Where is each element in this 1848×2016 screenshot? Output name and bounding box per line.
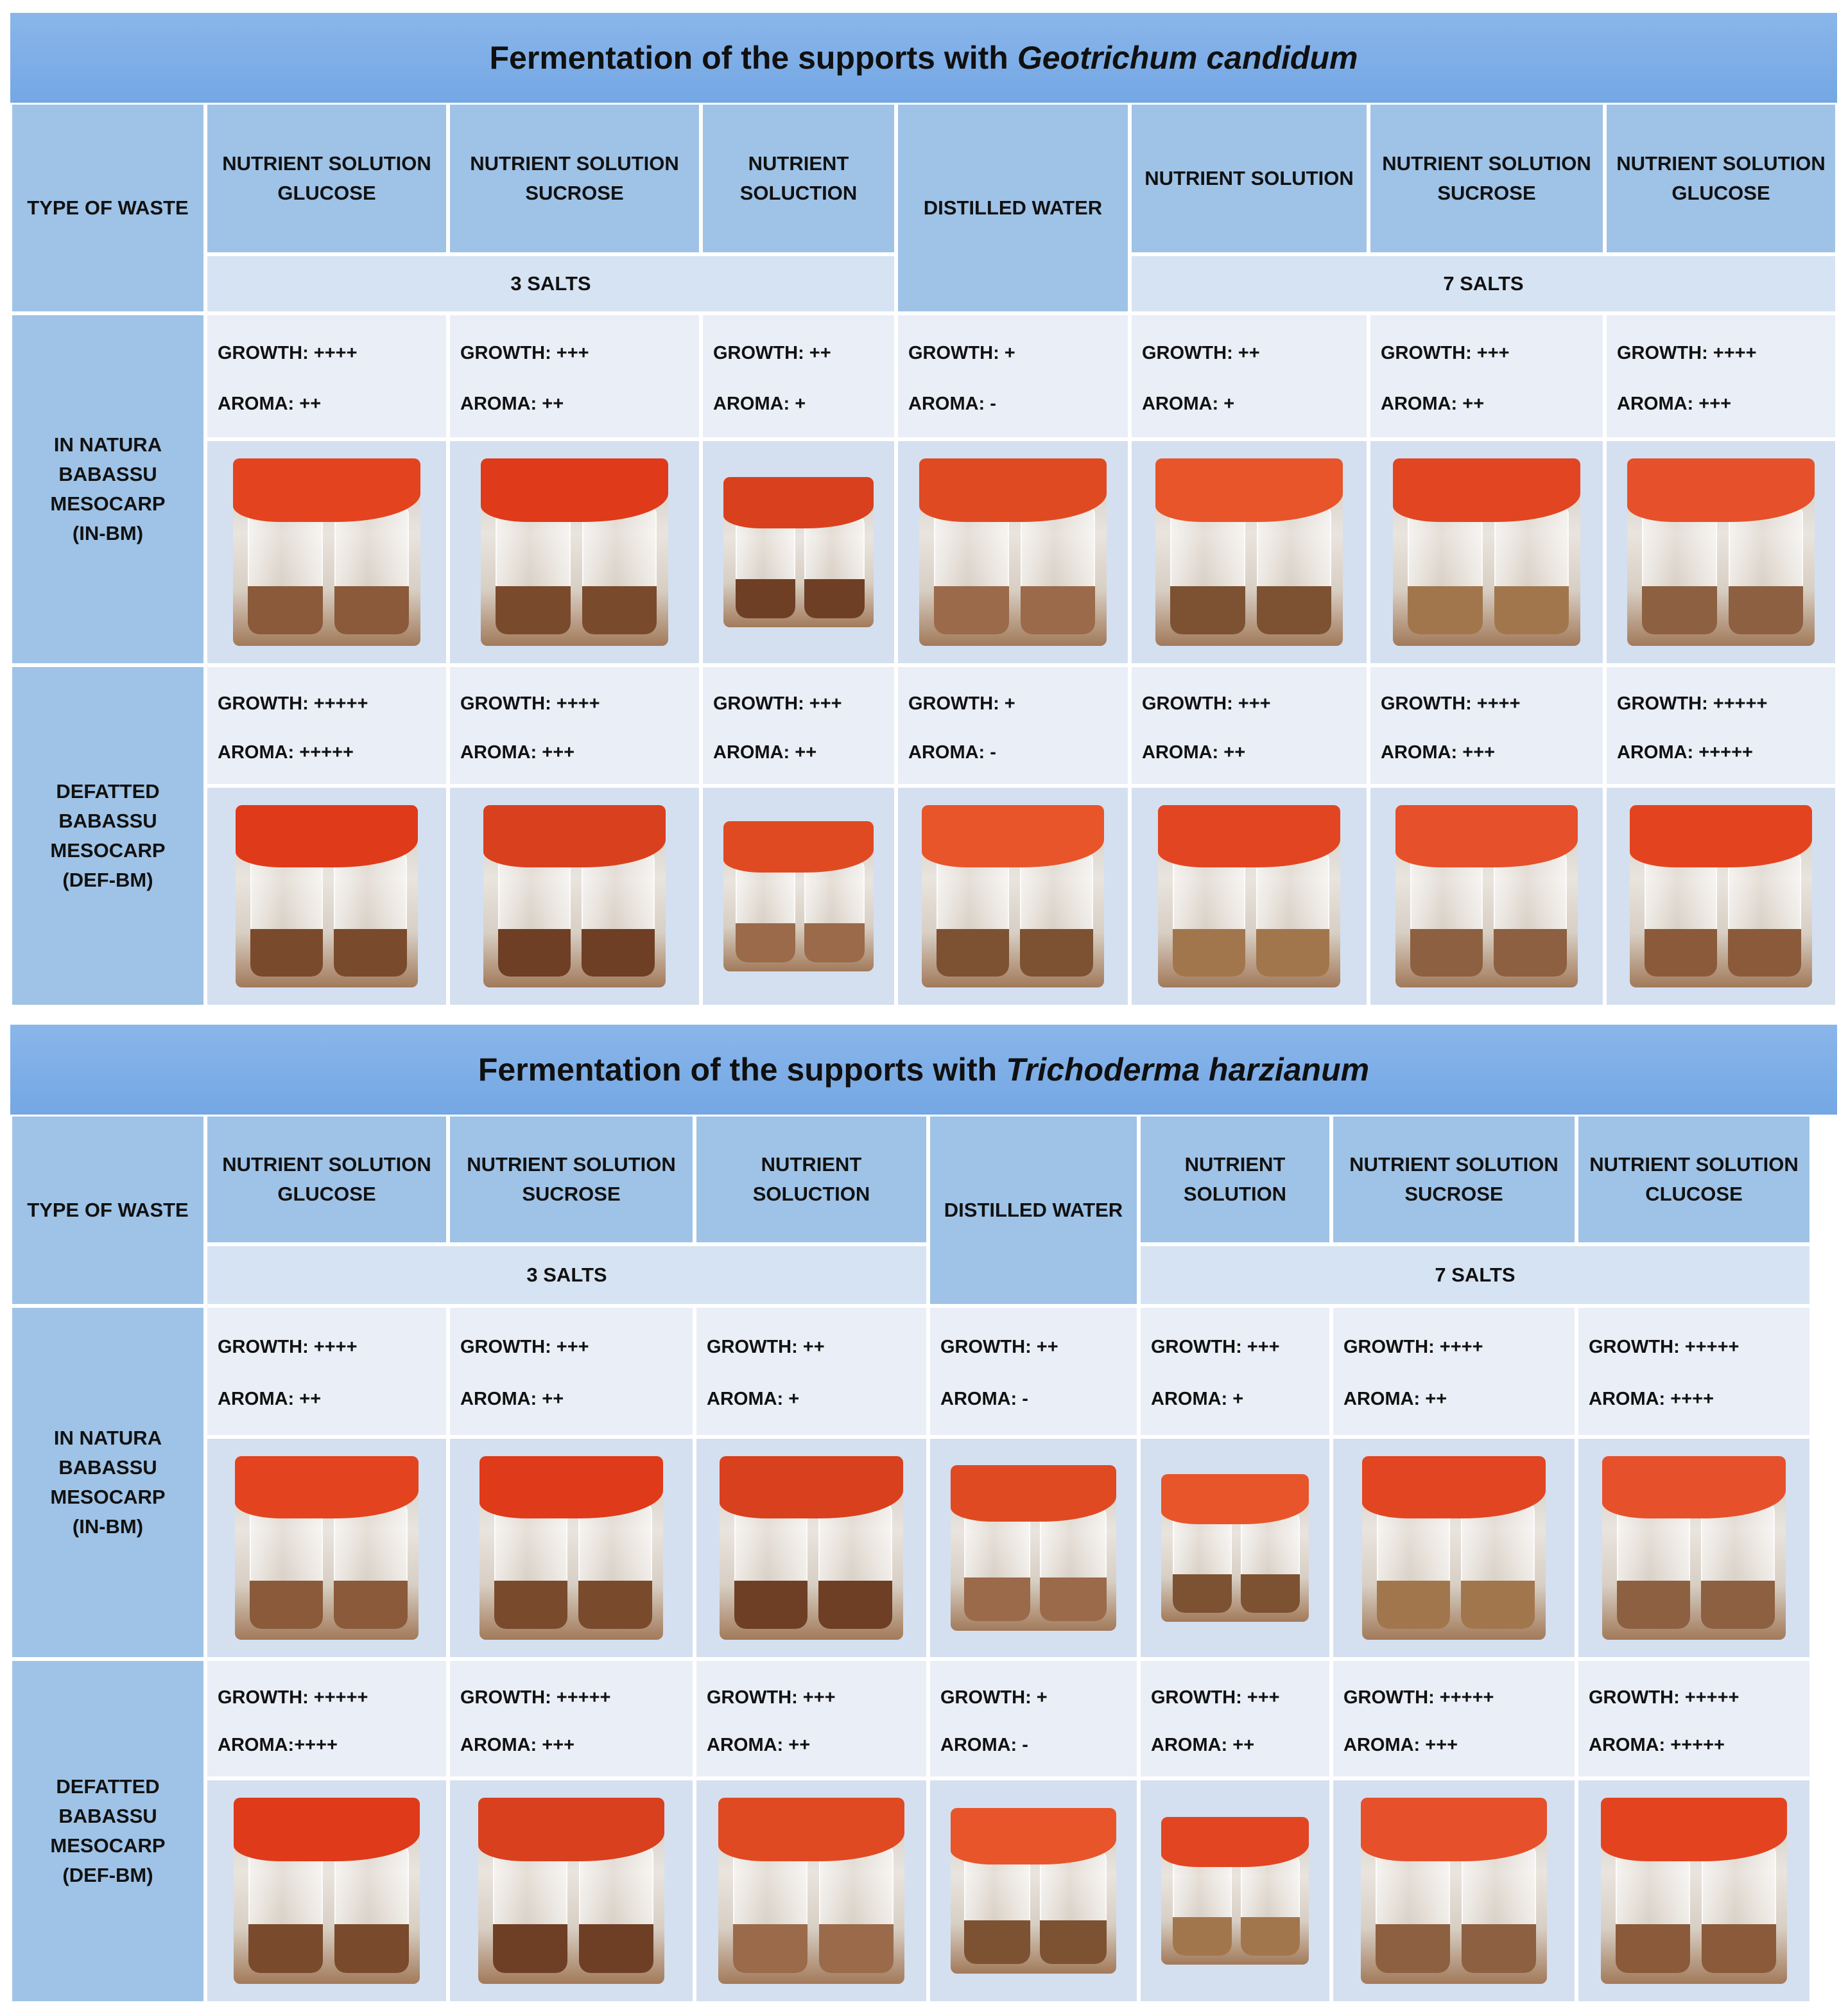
result-cell [205,313,448,439]
test-tubes-photo [236,805,418,987]
result-cell [1369,665,1605,786]
test-tubes-photo [233,458,420,646]
column-header [1331,1115,1576,1244]
sample-photo-cell [1331,1778,1576,2003]
growth-value: GROWTH: +++++ [218,1687,368,1708]
column-header-label: NUTRIENT SOLUTION [1144,167,1354,189]
growth-value: GROWTH: ++++ [460,693,600,715]
group-label: 3 SALTS [510,272,591,295]
test-tubes-photo [1602,1456,1786,1640]
sample-photo-cell [1576,1437,1811,1659]
group-3-salts [205,1244,928,1306]
result-cell [701,313,896,439]
aroma-value: AROMA: + [1151,1389,1244,1410]
column-header-label: NUTRIENT SOLUTION CLUCOSE [1589,1153,1799,1205]
aroma-value: AROMA: +++ [460,742,575,763]
growth-value: GROWTH: + [908,343,1015,364]
aroma-value: AROMA: - [908,742,996,763]
test-tubes-photo [1601,1798,1787,1984]
panel-geotrichum [10,13,1837,1022]
growth-value: GROWTH: ++ [940,1336,1058,1357]
growth-value: GROWTH: +++++ [1343,1687,1494,1708]
aroma-value: AROMA: ++ [218,393,322,414]
aroma-value: AROMA: ++ [713,742,817,763]
test-tubes-photo [235,1456,419,1640]
growth-value: GROWTH: ++++ [1343,1336,1483,1357]
result-cell [928,1306,1139,1437]
growth-value: GROWTH: +++++ [1589,1687,1740,1708]
row-label-in-natura [10,313,205,665]
column-header [448,103,701,254]
test-tubes-photo [481,458,668,646]
growth-value: GROWTH: +++ [713,693,842,715]
sample-photo-cell [1605,786,1837,1007]
sample-photo-cell [448,786,701,1007]
column-header-label: NUTRIENT SOLUTION SUCROSE [1382,152,1591,204]
sample-photo-cell [1369,439,1605,665]
aroma-value: AROMA: ++ [707,1735,811,1756]
title-prefix: Fermentation of the supports with [489,40,1008,76]
test-tubes-photo [1362,1456,1546,1640]
column-header-distilled-water [896,103,1130,313]
group-label: 3 SALTS [526,1264,607,1286]
sample-photo-cell [448,439,701,665]
aroma-value: AROMA: +++ [1617,393,1732,414]
result-cell [1369,313,1605,439]
row-label-defatted [10,1659,205,2003]
test-tubes-photo [479,1456,663,1640]
row-label-text: DEFATTED BABASSU MESOCARP (DEF-BM) [50,1775,166,1886]
growth-value: GROWTH: + [940,1687,1048,1708]
result-cell [205,1306,448,1437]
group-7-salts [1139,1244,1811,1306]
aroma-value: AROMA: - [908,393,996,414]
column-header-label: DISTILLED WATER [944,1199,1123,1221]
result-cell [928,1659,1139,1778]
result-cell [448,313,701,439]
aroma-value: AROMA: ++ [1381,393,1485,414]
panel-title [10,1025,1837,1115]
sample-photo-cell [695,1778,928,2003]
sample-photo-cell [896,439,1130,665]
row-label-text: IN NATURA BABASSU MESOCARP (IN-BM) [50,433,166,544]
title-organism: Trichoderma harzianum [1006,1052,1370,1088]
row-label-text: IN NATURA BABASSU MESOCARP (IN-BM) [50,1427,166,1538]
title-organism: Geotrichum candidum [1017,40,1358,76]
column-header-label: NUTRIENT SOLUTION SUCROSE [1349,1153,1559,1205]
header-label: TYPE OF WASTE [27,1199,189,1221]
aroma-value: AROMA: ++ [1343,1389,1447,1410]
result-cell [1605,665,1837,786]
test-tubes-photo [922,805,1104,987]
test-tubes-photo [478,1798,664,1984]
column-header-label: NUTRIENT SOLUTION GLUCOSE [1616,152,1826,204]
aroma-value: AROMA: +++ [1343,1735,1458,1756]
sample-photo-cell [1130,439,1369,665]
result-cell [448,1659,695,1778]
column-header [205,1115,448,1244]
test-tubes-photo [919,458,1107,646]
result-cell [1130,665,1369,786]
column-header [1605,103,1837,254]
test-tubes-photo [1395,805,1578,987]
growth-value: GROWTH: +++ [1381,343,1510,364]
group-3-salts [205,254,896,313]
result-cell [695,1306,928,1437]
row-label-defatted [10,665,205,1007]
test-tubes-photo [720,1456,903,1640]
growth-value: GROWTH: ++ [1142,343,1260,364]
test-tubes-photo [1161,1817,1309,1965]
column-header-label: NUTRIENT SOLUTION [1183,1153,1287,1205]
aroma-value: AROMA: ++ [1142,742,1246,763]
aroma-value: AROMA: ++ [460,393,564,414]
sample-photo-cell [701,786,896,1007]
test-tubes-photo [718,1798,904,1984]
column-header [695,1115,928,1244]
test-tubes-photo [1361,1798,1547,1984]
panel-trichoderma [10,1025,1837,2003]
result-cell [896,665,1130,786]
test-tubes-photo [951,1808,1116,1974]
type-of-waste-header [10,103,205,313]
test-tubes-photo [483,805,666,987]
row-label-text: DEFATTED BABASSU MESOCARP (DEF-BM) [50,780,166,891]
sample-photo-cell [1605,439,1837,665]
sample-photo-cell [205,1778,448,2003]
growth-value: GROWTH: +++ [707,1687,836,1708]
aroma-value: AROMA: +++++ [218,742,354,763]
test-tubes-photo [723,821,874,971]
growth-value: GROWTH: ++++ [1381,693,1521,715]
growth-value: GROWTH: ++++ [218,1336,358,1357]
sample-photo-cell [896,786,1130,1007]
column-header-label: NUTRIENT SOLUTION GLUCOSE [222,1153,431,1205]
sample-photo-cell [928,1437,1139,1659]
aroma-value: AROMA: +++++ [1617,742,1753,763]
aroma-value: AROMA: ++ [218,1389,322,1410]
panel-title [10,13,1837,103]
aroma-value: AROMA: + [707,1389,800,1410]
aroma-value: AROMA: +++ [460,1735,575,1756]
column-header [1576,1115,1811,1244]
sample-photo-cell [205,786,448,1007]
test-tubes-photo [723,477,874,627]
column-header-label: NUTRIENT SOLUTION GLUCOSE [222,152,431,204]
column-header [1139,1115,1331,1244]
sample-photo-cell [695,1437,928,1659]
aroma-value: AROMA: ++ [1151,1735,1255,1756]
result-cell [205,1659,448,1778]
group-label: 7 SALTS [1443,272,1524,295]
aroma-value: AROMA: ++ [460,1389,564,1410]
growth-value: GROWTH: +++++ [1589,1336,1740,1357]
growth-value: GROWTH: +++++ [460,1687,611,1708]
result-cell [701,665,896,786]
aroma-value: AROMA: + [1142,393,1235,414]
test-tubes-photo [234,1798,420,1984]
column-header [448,1115,695,1244]
result-cell [1331,1306,1576,1437]
result-cell [1576,1306,1811,1437]
result-cell [695,1659,928,1778]
sample-photo-cell [1139,1437,1331,1659]
sample-photo-cell [1576,1778,1811,2003]
sample-photo-cell [1369,786,1605,1007]
test-tubes-photo [1158,805,1340,987]
test-tubes-photo [1155,458,1343,646]
test-tubes-photo [1627,458,1815,646]
test-tubes-photo [1161,1474,1309,1622]
aroma-value: AROMA: +++ [1381,742,1496,763]
sample-photo-cell [205,439,448,665]
test-tubes-photo [951,1465,1116,1631]
sample-photo-cell [928,1778,1139,2003]
growth-value: GROWTH: ++ [707,1336,825,1357]
group-7-salts [1130,254,1837,313]
growth-value: GROWTH: ++++ [1617,343,1757,364]
sample-photo-cell [1139,1778,1331,2003]
aroma-value: AROMA: ++++ [1589,1389,1714,1410]
growth-value: GROWTH: +++ [1151,1336,1280,1357]
growth-value: GROWTH: ++ [713,343,831,364]
growth-value: GROWTH: +++ [1142,693,1271,715]
column-header [205,103,448,254]
growth-value: GROWTH: +++ [460,343,589,364]
result-cell [448,665,701,786]
result-cell [1576,1659,1811,1778]
column-header [1369,103,1605,254]
column-header-label: NUTRIENT SOLUCTION [752,1153,870,1205]
growth-value: GROWTH: + [908,693,1015,715]
group-label: 7 SALTS [1435,1264,1516,1286]
result-cell [1139,1659,1331,1778]
column-header-label: DISTILLED WATER [923,196,1103,219]
column-header-label: NUTRIENT SOLUTION SUCROSE [467,1153,676,1205]
aroma-value: AROMA: +++++ [1589,1735,1725,1756]
title-prefix: Fermentation of the supports with [478,1052,997,1088]
result-cell [1605,313,1837,439]
aroma-value: AROMA: - [940,1735,1028,1756]
column-header-label: NUTRIENT SOLUTION SUCROSE [470,152,679,204]
test-tubes-photo [1630,805,1812,987]
growth-value: GROWTH: ++++ [218,343,358,364]
result-cell [448,1306,695,1437]
column-header [701,103,896,254]
column-header-label: NUTRIENT SOLUCTION [739,152,858,204]
header-label: TYPE OF WASTE [27,196,189,219]
type-of-waste-header [10,1115,205,1306]
result-cell [896,313,1130,439]
column-header [1130,103,1369,254]
result-cell [1331,1659,1576,1778]
result-cell [1139,1306,1331,1437]
sample-photo-cell [448,1437,695,1659]
row-label-in-natura [10,1306,205,1659]
sample-photo-cell [1130,786,1369,1007]
growth-value: GROWTH: +++ [1151,1687,1280,1708]
sample-photo-cell [701,439,896,665]
column-header-distilled-water [928,1115,1139,1306]
test-tubes-photo [1393,458,1580,646]
result-cell [1130,313,1369,439]
growth-value: GROWTH: +++++ [1617,693,1768,715]
aroma-value: AROMA: + [713,393,806,414]
growth-value: GROWTH: +++++ [218,693,368,715]
aroma-value: AROMA:++++ [218,1735,338,1756]
aroma-value: AROMA: - [940,1389,1028,1410]
result-cell [205,665,448,786]
sample-photo-cell [448,1778,695,2003]
sample-photo-cell [205,1437,448,1659]
sample-photo-cell [1331,1437,1576,1659]
growth-value: GROWTH: +++ [460,1336,589,1357]
